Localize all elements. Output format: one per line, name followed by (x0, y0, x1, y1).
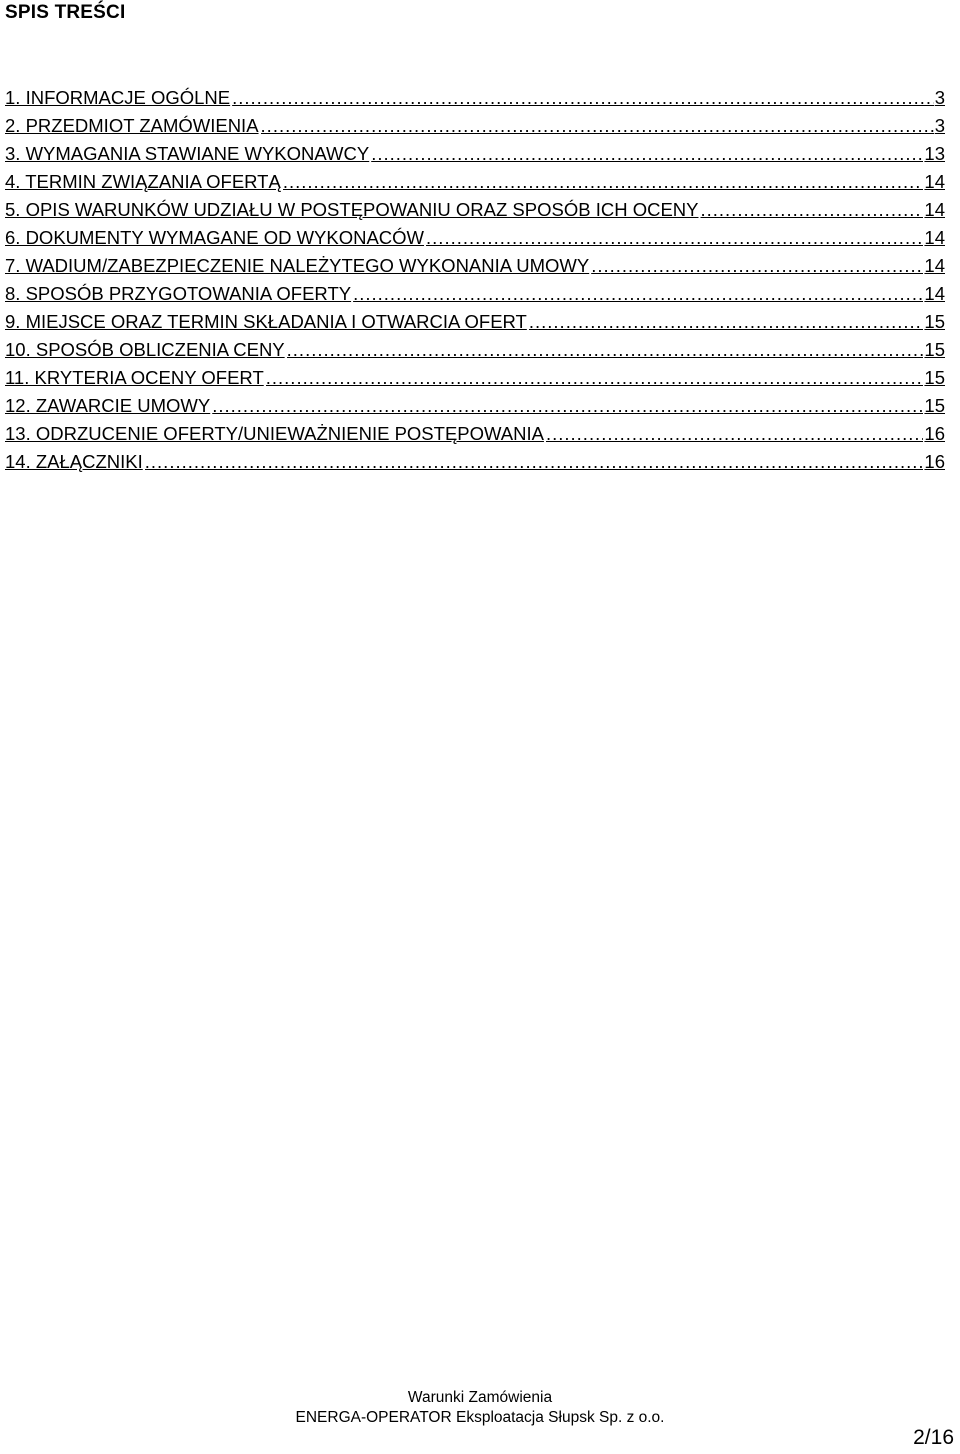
toc-entry-label: 13. ODRZUCENIE OFERTY/UNIEWAŻNIENIE POSTĘPOWANIA (5, 423, 544, 444)
toc-dot-leader (426, 224, 923, 252)
toc-dot-leader (353, 280, 923, 308)
toc-entry-page: 14 (924, 255, 945, 276)
toc-entry-page: 14 (924, 199, 945, 220)
toc-entry-label: 7. WADIUM/ZABEZPIECZENIE NALEŻYTEGO WYKONANIA UMOWY (5, 255, 590, 276)
toc-entry-label: 4. TERMIN ZWIĄZANIA OFERTĄ (5, 171, 281, 192)
table-of-contents (5, 84, 945, 476)
toc-link[interactable] (5, 308, 945, 336)
toc-link[interactable] (5, 448, 945, 476)
toc-entry[interactable] (5, 336, 945, 364)
toc-dot-leader (283, 168, 924, 196)
toc-entry-label: 14. ZAŁĄCZNIKI (5, 451, 143, 472)
toc-link[interactable] (5, 196, 945, 224)
toc-entry[interactable] (5, 308, 945, 336)
toc-link[interactable] (5, 252, 945, 280)
toc-link[interactable] (5, 140, 945, 168)
toc-dot-leader (145, 448, 924, 476)
toc-entry-page: 16 (924, 451, 945, 472)
toc-dot-leader (212, 392, 923, 420)
toc-entry[interactable] (5, 168, 945, 196)
page-title: SPIS TREŚCI (5, 2, 126, 23)
page-number: 2/16 (913, 1426, 954, 1449)
toc-entry[interactable] (5, 364, 945, 392)
toc-link[interactable] (5, 364, 945, 392)
toc-entry[interactable] (5, 112, 945, 140)
toc-entry-page: 13 (924, 143, 945, 164)
toc-entry[interactable] (5, 420, 945, 448)
page-footer (0, 1388, 960, 1428)
toc-entry-page: 14 (924, 171, 945, 192)
toc-entry-page: 3 (934, 87, 945, 108)
toc-entry-label: 10. SPOSÓB OBLICZENIA CENY (5, 339, 285, 360)
toc-entry[interactable] (5, 280, 945, 308)
toc-entry[interactable] (5, 392, 945, 420)
toc-entry[interactable] (5, 84, 945, 112)
toc-dot-leader (287, 336, 924, 364)
toc-link[interactable] (5, 112, 945, 140)
toc-entry-page: 14 (924, 283, 945, 304)
toc-dot-leader (529, 308, 924, 336)
toc-link[interactable] (5, 280, 945, 308)
toc-entry-label: 8. SPOSÓB PRZYGOTOWANIA OFERTY (5, 283, 352, 304)
toc-dot-leader (700, 196, 923, 224)
toc-entry-page: 15 (924, 395, 945, 416)
footer-company-name: ENERGA-OPERATOR Eksploatacja Słupsk Sp. z o.o. (295, 1409, 665, 1426)
toc-entry-page: 15 (924, 339, 945, 360)
toc-dot-leader (591, 252, 923, 280)
toc-entry-page: 14 (924, 227, 945, 248)
toc-entry-label: 2. PRZEDMIOT ZAMÓWIENIA (5, 115, 259, 136)
toc-entry-page: 15 (924, 367, 945, 388)
toc-link[interactable] (5, 392, 945, 420)
toc-entry-label: 11. KRYTERIA OCENY OFERT (5, 367, 264, 388)
toc-dot-leader (266, 364, 924, 392)
toc-entry-label: 6. DOKUMENTY WYMAGANE OD WYKONACÓW (5, 227, 425, 248)
footer-document-title: Warunki Zamówienia (407, 1389, 553, 1406)
toc-entry[interactable] (5, 448, 945, 476)
toc-link[interactable] (5, 336, 945, 364)
toc-entry-label: 3. WYMAGANIA STAWIANE WYKONAWCY (5, 143, 370, 164)
toc-entry[interactable] (5, 140, 945, 168)
toc-entry-page: 15 (924, 311, 945, 332)
toc-dot-leader (232, 84, 934, 112)
toc-link[interactable] (5, 224, 945, 252)
toc-dot-leader (546, 420, 923, 448)
toc-entry-label: 12. ZAWARCIE UMOWY (5, 395, 211, 416)
toc-entry-label: 5. OPIS WARUNKÓW UDZIAŁU W POSTĘPOWANIU ORAZ SPOSÓB ICH OCENY (5, 199, 699, 220)
toc-entry[interactable] (5, 196, 945, 224)
toc-dot-leader (371, 140, 923, 168)
toc-entry-page: 3 (934, 115, 945, 136)
toc-entry[interactable] (5, 224, 945, 252)
toc-entry[interactable] (5, 252, 945, 280)
toc-link[interactable] (5, 420, 945, 448)
toc-entry-page: 16 (924, 423, 945, 444)
toc-link[interactable] (5, 84, 945, 112)
toc-dot-leader (261, 112, 934, 140)
toc-link[interactable] (5, 168, 945, 196)
toc-entry-label: 9. MIEJSCE ORAZ TERMIN SKŁADANIA I OTWARCIA OFERT (5, 311, 527, 332)
toc-entry-label: 1. INFORMACJE OGÓLNE (5, 87, 231, 108)
